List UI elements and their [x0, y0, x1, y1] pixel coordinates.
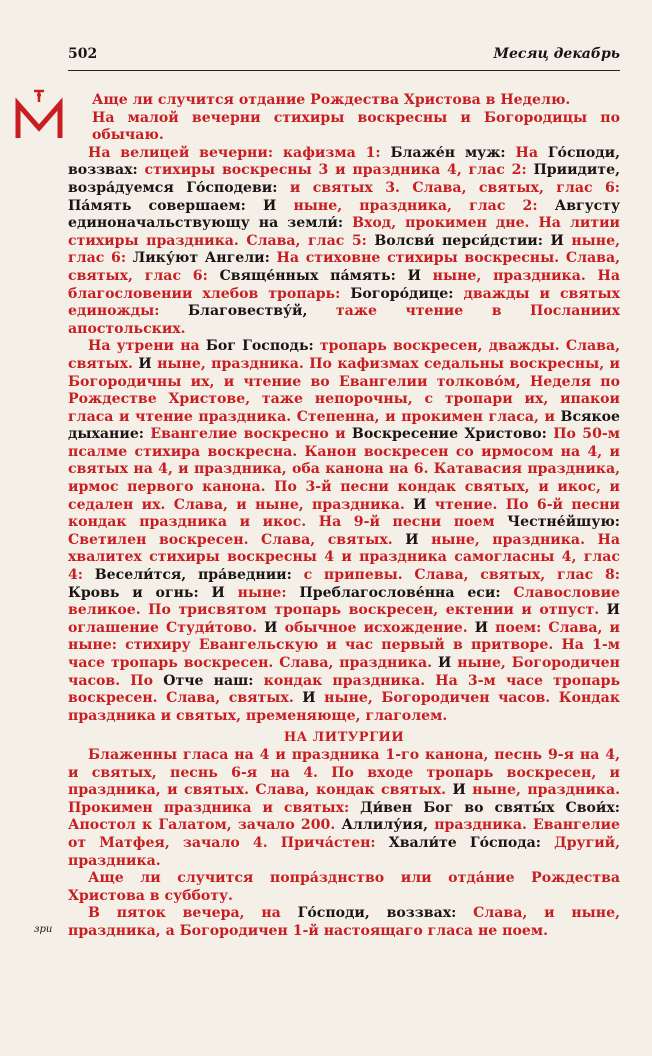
paragraph-vespers: На велицей вечерни: кафизма 1: Блаже́н муж: На Го́споди, воззвах: стихиры воскресны 3 и праздника 4, глас 2: Приидите, возра́дуемся Го́сподеви: и святых 3. Слава, святых, глас 6: Па́мять совершаем: И ныне, праздника, глас 2: Августу единоначальствующу на земли́: Вход, прокимен дне. На литии стихиры праздника. Слава, глас 5: Волсви́ перси́дстии: И ныне, глас 6: Лику́ют Ангели: На стиховне стихиры воскресны. Слава, святых, глас 6: Свяще́нных па́мять: И ныне, праздника. На благословении хлебов тропарь: Богоро́дице: дважды и святых единожды: Благовеству́й, таже чтение в Посланиих апостольских.	[68, 144, 621, 337]
typikon-text	[68, 92, 620, 941]
page-header	[68, 44, 620, 71]
paragraph-friday: В пяток вечера, на Го́споди, воззвах: Слава, и ныне, праздника, а Богородичен 1-й настоящаго гласа не поем.	[68, 905, 620, 939]
running-head: Месяц декабрь	[493, 46, 620, 62]
liturgy-heading: НА ЛИТУРГИИ	[283, 730, 405, 746]
page-number: 502	[68, 46, 98, 62]
ornamental-initial-icon	[14, 88, 64, 140]
paragraph-liturgy: Блаженны гласа на 4 и праздника 1-го канона, песнь 9-я на 4, и святых, песнь 6-я на 4. По входе тропарь воскресен, и праздника, и святых. Слава, кондак святых. И ныне, праздника. Прокимен праздника и святых: Ди́вен Бог во святы́х Свои́х: Апостол к Галатом, зачало 200. Аллилу́ия, праздника. Евангелие от Матфея, зачало 4. Прича́стен: Хвали́те Го́спода: Другий, праздника.	[68, 746, 621, 869]
paragraph-2: На малой вечерни стихиры воскресны и Богородицы по обычаю.	[92, 109, 620, 144]
paragraph-1: Аще ли случится отдание Рождества Христова в Неделю.	[92, 92, 571, 108]
paragraph-matins: На утрени на Бог Господь: тропарь воскресен, дважды. Слава, святых. И ныне, праздника. По кафизмах седальны воскресны, и Богородичны их, и чтение во Евангелии толково́м, Неделя по Рождестве Христове, таже непорочны, с тропари их, ипакои гласа и чтение праздника. Степенна, и прокимен гласа, и Всякое дыхание: Евангелие воскресно и Воскресение Христово: По 50-м псалме стихира воскресна. Канон воскресен со ирмосом на 4, и святых на 4, и праздника, оба канона на 6. Катавасия праздника, ирмос первого канона. По 3-й песни кондак святых, и икос, и седален их. Слава, и ныне, праздника. И чтение. По 6-й песни кондак праздника и икос. На 9-й песни поем Честне́йшую: Светилен воскресен. Слава, святых. И ныне, праздника. На хвалитех стихиры воскресны 4 и праздника самогласны 4, глас 4: Весели́тся, пра́веднии: с припевы. Слава, святых, глас 8: Кровь и огнь: И ныне: Преблагослове́нна еси: Славословие великое. По трисвятом тропарь воскресен, ектении и отпуст. И оглашение Студи́тово. И обычное исхождение. И поем: Слава, и ныне: стихиру Евангельскую и час первый в притворе. На 1-м часе тропарь воскресен. Слава, праздника. И ныне, Богородичен часов. По Отче наш: кондак праздника. На 3-м часе тропарь воскресен. Слава, святых. И ныне, Богородичен часов. Кондак праздника и святых, пременяюще, глаголем.	[68, 338, 621, 724]
margin-note: зри	[34, 924, 53, 935]
paragraph-saturday: Аще ли случится попра́зднство или отда́ние Рождества Христова в субботу.	[68, 870, 620, 904]
